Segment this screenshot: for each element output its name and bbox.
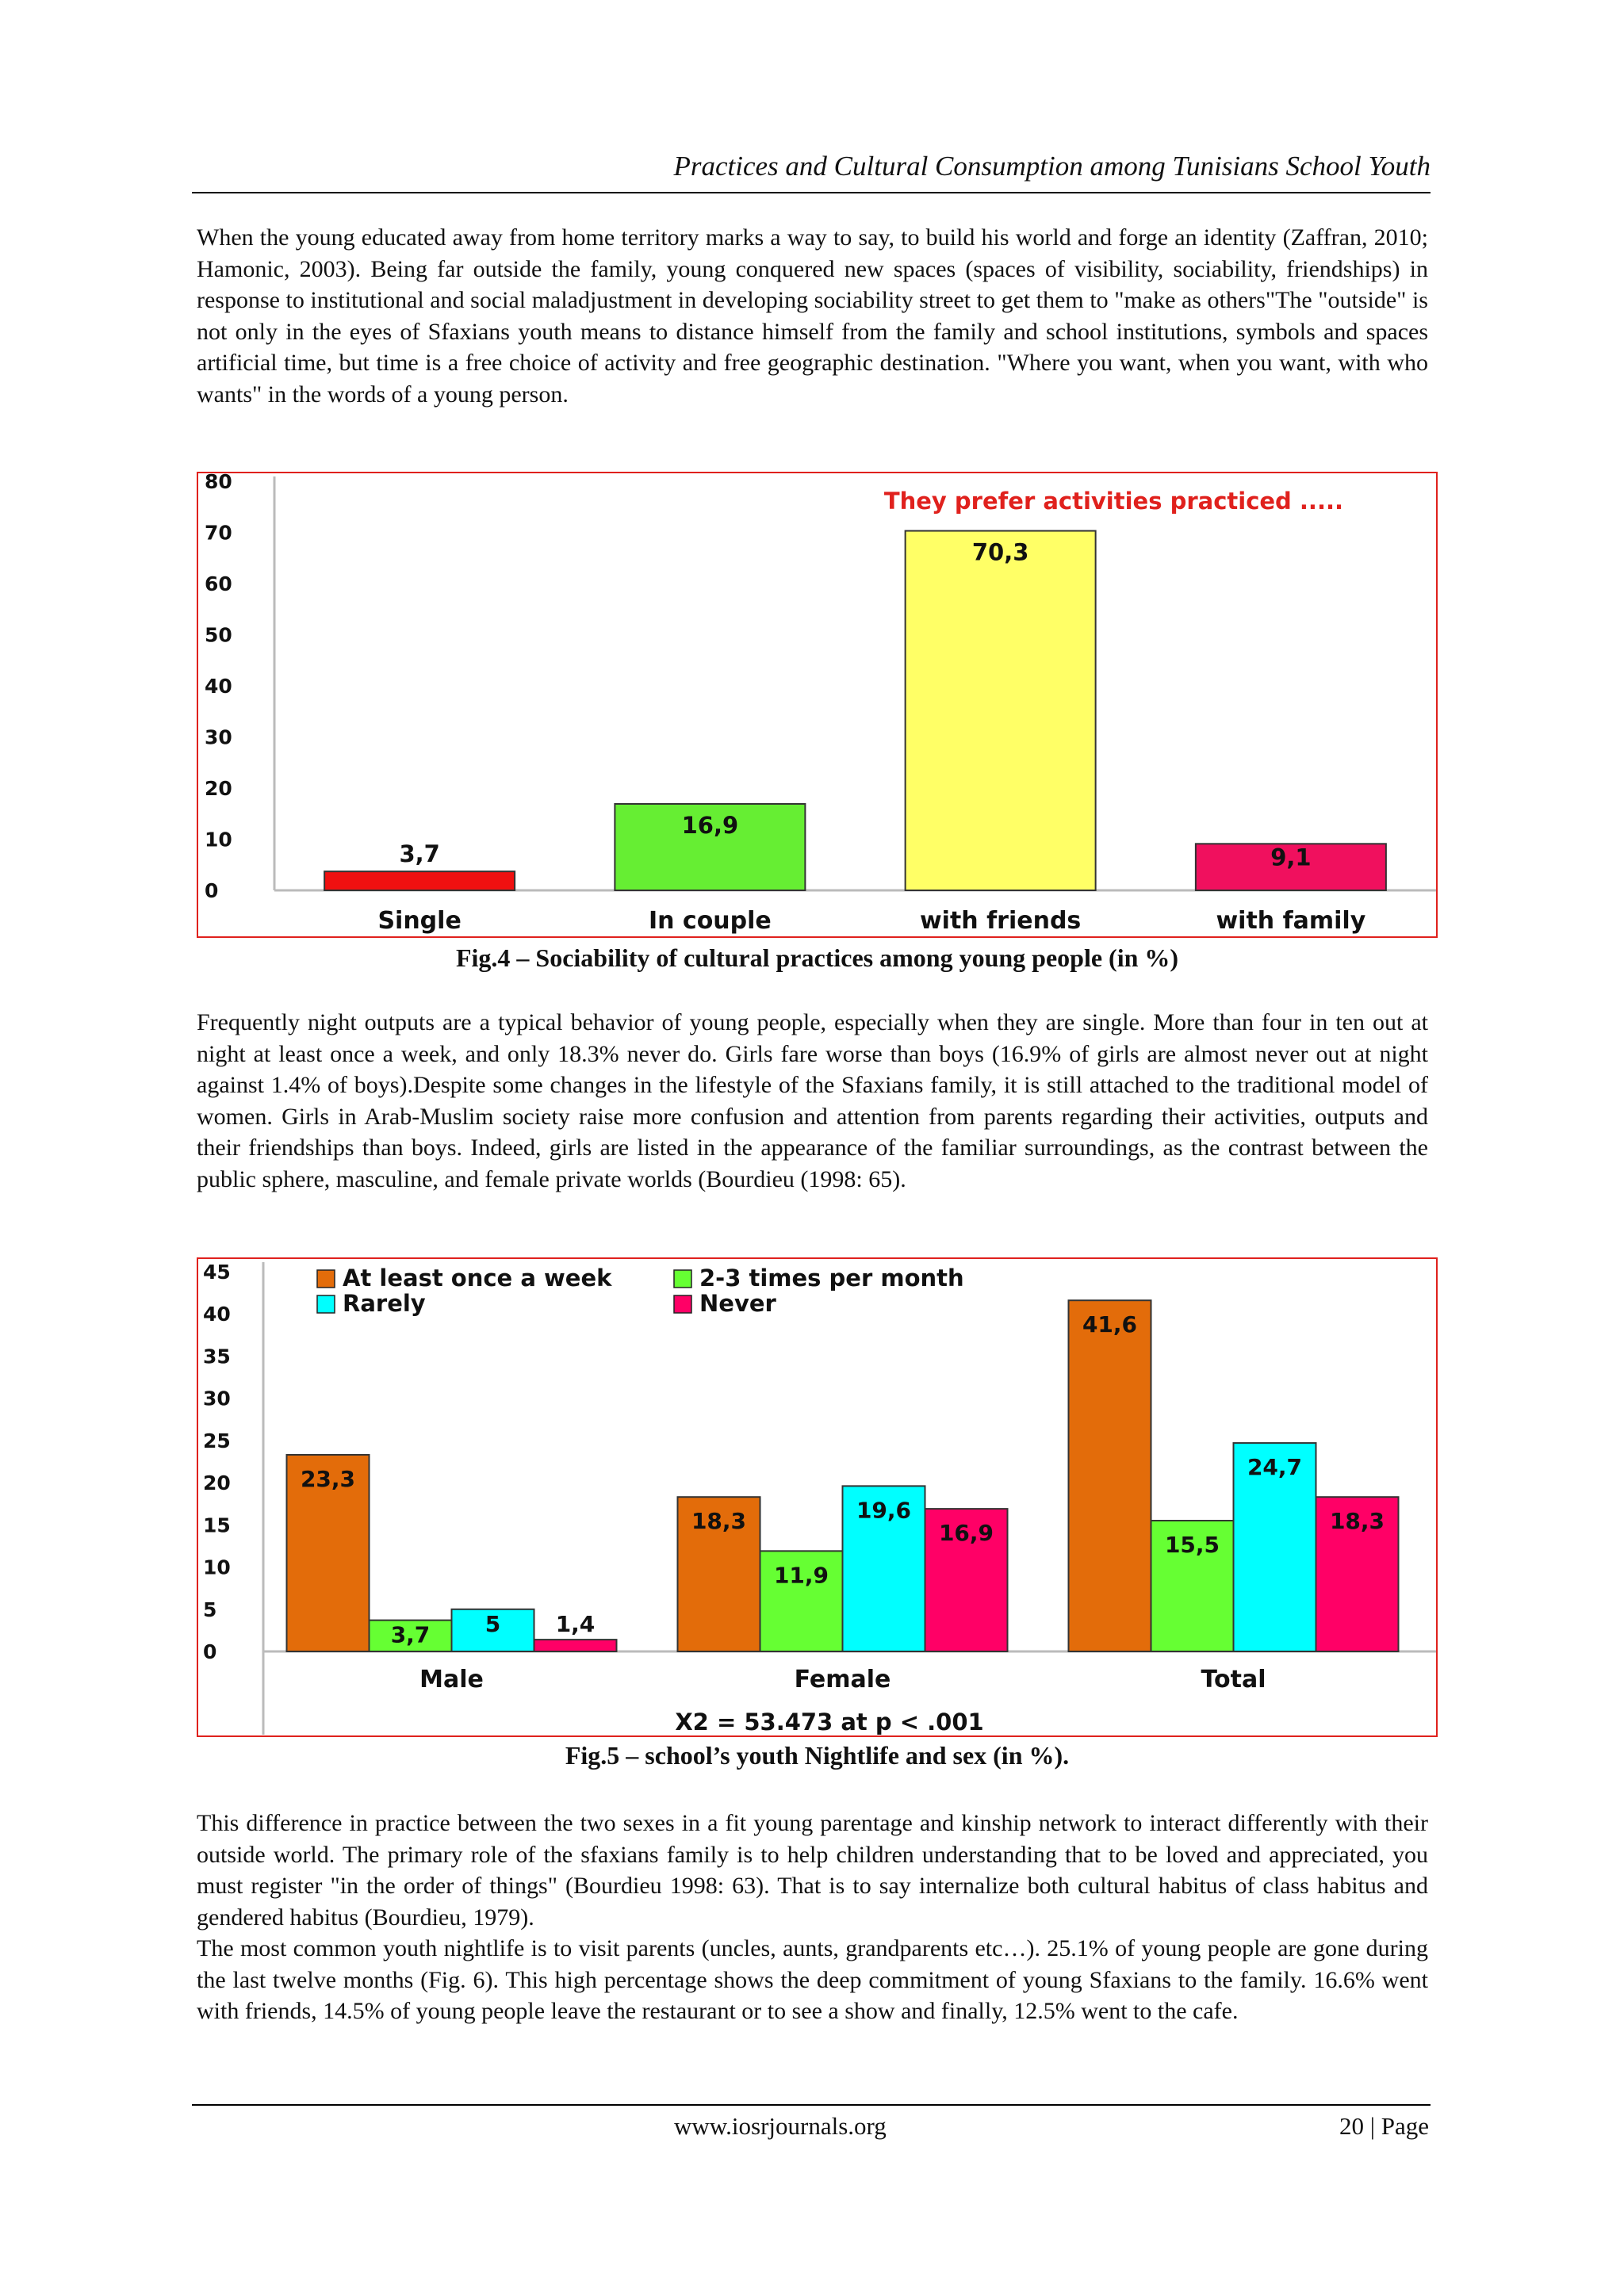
bar (906, 531, 1096, 890)
x-axis-title: X2 = 53.473 at p < .001 (675, 1709, 984, 1735)
footer-rule (192, 2104, 1431, 2106)
legend-label: Rarely (343, 1290, 426, 1317)
paragraph-1: When the young educated away from home territory marks a way to say, to build his world and forge an identity (Zaffran, 2010; Hamonic, 2003). Being far outside the family, young conquered new spaces (spaces of visibility, sociability, friendships) in response to institutional and social maladjustment in developing sociability street to get them to "make as others"The "outside" is not only in the eyes of Sfaxians youth means to distance himself from the family and school institutions, symbols and spaces artificial time, but time is a free choice of activity and free geographic destination. "Where you want, when you want, with who wants" in the words of a young person. (197, 224, 1428, 408)
x-tick-label: Total (1201, 1666, 1266, 1693)
legend-label: 2-3 times per month (699, 1265, 964, 1292)
y-tick-label: 80 (205, 473, 232, 493)
legend-swatch (317, 1270, 335, 1288)
data-label: 5 (485, 1610, 501, 1637)
y-tick-label: 25 (203, 1429, 231, 1452)
data-label: 24,7 (1247, 1454, 1303, 1481)
y-tick-label: 60 (205, 572, 232, 595)
paragraph-4: The most common youth nightlife is to visit parents (uncles, aunts, grandparents etc…). 25.1% of young people are gone during the last twelve months (Fig. 6). This high percentage shows the deep commitment of young Sfaxians to the family. 16.6% went with friends, 14.5% of young people leave the restaurant or to see a show and finally, 12.5% went to the cafe. (197, 1935, 1428, 2024)
x-tick-label: with family (1216, 907, 1366, 935)
data-label: 9,1 (1270, 844, 1312, 871)
y-tick-label: 10 (205, 828, 232, 851)
y-tick-label: 10 (203, 1556, 231, 1579)
data-label: 70,3 (971, 538, 1029, 566)
data-label: 3,7 (390, 1621, 431, 1648)
legend-swatch (674, 1295, 691, 1313)
bar (534, 1640, 617, 1651)
fig4-caption: Fig.4 – Sociability of cultural practices among young people (in %) (455, 943, 1179, 972)
data-label: 41,6 (1082, 1311, 1138, 1338)
y-tick-label: 50 (205, 623, 232, 647)
y-tick-label: 35 (203, 1345, 231, 1368)
y-tick-label: 45 (203, 1261, 231, 1284)
y-tick-label: 30 (203, 1387, 231, 1410)
x-tick-label: with friends (919, 907, 1082, 935)
data-label: 15,5 (1164, 1532, 1220, 1559)
data-label: 16,9 (938, 1520, 994, 1547)
x-tick-label: Female (794, 1666, 891, 1693)
fig4-svg (198, 473, 1436, 936)
y-tick-label: 40 (203, 1303, 231, 1326)
legend-label: At least once a week (343, 1265, 612, 1292)
y-tick-label: 40 (205, 675, 232, 698)
data-label: 1,4 (555, 1611, 596, 1638)
chart-title: They prefer activities practiced ..... (883, 488, 1343, 515)
data-label: 23,3 (300, 1465, 356, 1492)
data-label: 3,7 (399, 840, 440, 868)
legend-swatch (674, 1270, 691, 1288)
fig5-caption: Fig.5 – school’s youth Nightlife and sex (in %). (565, 1741, 1070, 1770)
y-tick-label: 30 (205, 725, 232, 749)
footer-url: www.iosrjournals.org (674, 2112, 887, 2140)
x-tick-label: Single (377, 907, 462, 935)
paragraph-2: Frequently night outputs are a typical behavior of young people, especially when they are single. More than four in ten out at night at least once a week, and only 18.3% never do. Girls fare worse than boys (16.9% of girls are almost never out at night against 1.4% of boys).Despite some changes in the lifestyle of the Sfaxians family, it is still attached to the traditional model of women. Girls in Arab-Muslim society raise more confusion and attention from parents regarding their activities, outputs and their friendships than boys. Indeed, girls are listed in the appearance of the familiar surroundings, as the contrast between the public sphere, masculine, and female private worlds (Bourdieu (1998: 65). (197, 1009, 1428, 1192)
y-tick-label: 5 (203, 1598, 217, 1621)
data-label: 16,9 (681, 811, 739, 839)
running-header: Practices and Cultural Consumption among Tunisians School Youth (673, 151, 1431, 182)
bar (324, 871, 515, 890)
fig5-svg (198, 1259, 1436, 1735)
x-tick-label: Male (419, 1666, 484, 1693)
y-tick-label: 20 (203, 1471, 231, 1495)
data-label: 18,3 (691, 1508, 747, 1535)
y-tick-label: 15 (203, 1513, 231, 1537)
footer-page-number: 20 | Page (1339, 2112, 1429, 2140)
y-tick-label: 0 (203, 1640, 217, 1663)
y-tick-label: 0 (205, 879, 219, 902)
bar (1069, 1300, 1151, 1651)
paragraph-3: This difference in practice between the two sexes in a fit young parentage and kinship network to interact differently with their outside world. The primary role of the sfaxians family is to help children understanding that to be loved and appreciated, you must register "in the order of things" (Bourdieu 1998: 63). That is to say internalize both cultural habitus of class habitus and gendered habitus (Bourdieu, 1979). (197, 1810, 1428, 1931)
data-label: 19,6 (856, 1497, 912, 1524)
y-tick-label: 70 (205, 521, 232, 545)
data-label: 18,3 (1329, 1508, 1385, 1535)
y-tick-label: 20 (205, 777, 232, 800)
data-label: 11,9 (773, 1562, 829, 1589)
x-tick-label: In couple (648, 907, 772, 935)
fig5-chart (197, 1257, 1438, 1737)
legend-swatch (317, 1295, 335, 1313)
fig4-chart (197, 472, 1438, 938)
header-rule (192, 192, 1431, 193)
legend-label: Never (699, 1290, 776, 1317)
